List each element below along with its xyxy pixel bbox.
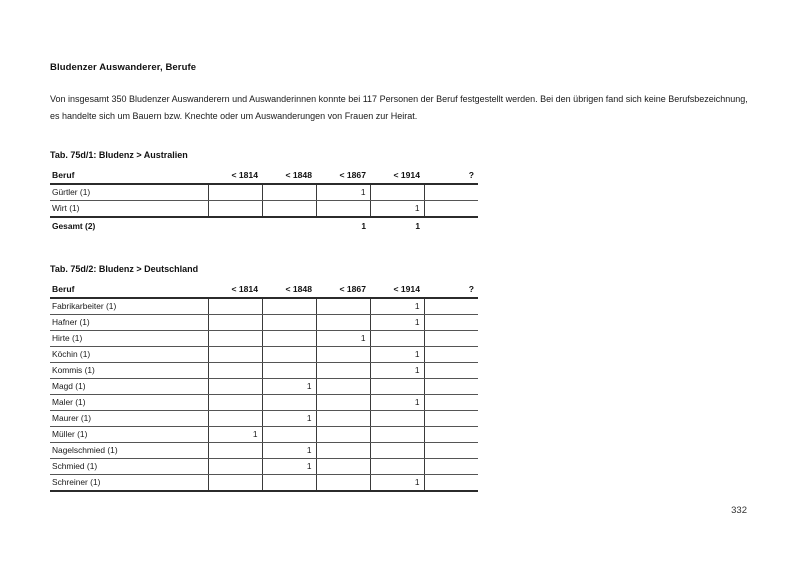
table-row: [50, 459, 478, 475]
cell-unknown: [424, 475, 478, 492]
cell-1814: [208, 475, 262, 492]
table-row: [50, 347, 478, 363]
cell-beruf: Köchin (1): [50, 347, 208, 363]
total-1848: [262, 217, 316, 234]
cell-1814: [208, 411, 262, 427]
cell-1867: [316, 411, 370, 427]
table-row: [50, 427, 478, 443]
cell-1914: 1: [370, 395, 424, 411]
table-row: [50, 379, 478, 395]
cell-1814: [208, 395, 262, 411]
cell-1914: [370, 379, 424, 395]
table-block-2: [50, 264, 750, 492]
cell-1848: [262, 184, 316, 201]
table-row: [50, 411, 478, 427]
cell-1867: [316, 379, 370, 395]
cell-unknown: [424, 459, 478, 475]
table-header-row: [50, 284, 478, 298]
cell-1814: [208, 201, 262, 218]
cell-1867: [316, 315, 370, 331]
cell-1848: [262, 201, 316, 218]
cell-beruf: Maler (1): [50, 395, 208, 411]
cell-1848: [262, 395, 316, 411]
cell-1814: [208, 184, 262, 201]
column-header-1867: < 1867: [316, 284, 370, 298]
cell-1914: [370, 411, 424, 427]
cell-1867: [316, 298, 370, 315]
cell-1814: [208, 331, 262, 347]
cell-1814: 1: [208, 427, 262, 443]
cell-1914: 1: [370, 201, 424, 218]
table-caption: Tab. 75d/1: Bludenz > Australien: [50, 150, 188, 161]
cell-1867: [316, 459, 370, 475]
cell-unknown: [424, 347, 478, 363]
cell-unknown: [424, 379, 478, 395]
cell-beruf: Hirte (1): [50, 331, 208, 347]
table-row: [50, 363, 478, 379]
cell-1814: [208, 379, 262, 395]
cell-1848: 1: [262, 459, 316, 475]
cell-1848: 1: [262, 443, 316, 459]
table-row: [50, 395, 478, 411]
cell-1867: 1: [316, 331, 370, 347]
data-table: [50, 170, 478, 234]
table-row: [50, 475, 478, 492]
total-1914: 1: [415, 221, 420, 232]
cell-unknown: [424, 443, 478, 459]
cell-1814: [208, 315, 262, 331]
cell-beruf: Fabrikarbeiter (1): [50, 298, 208, 315]
column-header-1848: < 1848: [262, 170, 316, 184]
cell-1914: [370, 184, 424, 201]
cell-unknown: [424, 395, 478, 411]
data-table: [50, 284, 478, 492]
cell-beruf: Hafner (1): [50, 315, 208, 331]
cell-1914: [370, 331, 424, 347]
cell-1867: 1: [316, 184, 370, 201]
cell-beruf: Wirt (1): [50, 201, 208, 218]
cell-beruf: Gürtler (1): [50, 184, 208, 201]
cell-1848: 1: [262, 379, 316, 395]
cell-1848: [262, 298, 316, 315]
cell-1848: [262, 363, 316, 379]
cell-beruf: Maurer (1): [50, 411, 208, 427]
cell-1867: [316, 427, 370, 443]
table-total-row: [50, 217, 478, 234]
cell-beruf: Nagelschmied (1): [50, 443, 208, 459]
column-header-unknown: ?: [424, 170, 478, 184]
column-header-1914: < 1914: [370, 170, 424, 184]
cell-beruf: Kommis (1): [50, 363, 208, 379]
cell-1814: [208, 443, 262, 459]
table-row: [50, 331, 478, 347]
cell-1848: [262, 331, 316, 347]
column-header-1848: < 1848: [262, 284, 316, 298]
cell-1867: [316, 395, 370, 411]
total-label: Gesamt (2): [52, 221, 96, 232]
table-block-1: [50, 150, 750, 234]
cell-beruf: Magd (1): [50, 379, 208, 395]
cell-unknown: [424, 427, 478, 443]
table-caption: Tab. 75d/2: Bludenz > Deutschland: [50, 264, 199, 275]
cell-1914: [370, 427, 424, 443]
table-row: [50, 315, 478, 331]
cell-1814: [208, 298, 262, 315]
table-row: [50, 443, 478, 459]
cell-1848: [262, 427, 316, 443]
cell-unknown: [424, 363, 478, 379]
cell-1914: [370, 459, 424, 475]
cell-1814: [208, 459, 262, 475]
cell-1914: 1: [370, 363, 424, 379]
page-content: [50, 62, 750, 522]
cell-beruf: Müller (1): [50, 427, 208, 443]
cell-1867: [316, 363, 370, 379]
cell-1914: 1: [370, 475, 424, 492]
cell-1914: 1: [370, 298, 424, 315]
cell-1848: [262, 347, 316, 363]
cell-1914: 1: [370, 315, 424, 331]
cell-unknown: [424, 184, 478, 201]
page-title: Bludenzer Auswanderer, Berufe: [50, 62, 197, 73]
cell-unknown: [424, 331, 478, 347]
cell-beruf: Schreiner (1): [50, 475, 208, 492]
column-header-unknown: ?: [424, 284, 478, 298]
table-header-row: [50, 170, 478, 184]
cell-beruf: Schmied (1): [50, 459, 208, 475]
cell-1867: [316, 201, 370, 218]
table-row: [50, 184, 478, 201]
column-header-beruf: Beruf: [50, 284, 208, 298]
cell-1848: 1: [262, 411, 316, 427]
cell-1914: 1: [370, 347, 424, 363]
cell-unknown: [424, 411, 478, 427]
page-number: 332: [731, 505, 747, 516]
column-header-1814: < 1814: [208, 170, 262, 184]
cell-1814: [208, 363, 262, 379]
cell-1914: [370, 443, 424, 459]
total-1867: 1: [361, 221, 366, 232]
total-1814: [208, 217, 262, 234]
cell-unknown: [424, 315, 478, 331]
intro-paragraph: Von insgesamt 350 Bludenzer Auswanderern und Auswanderinnen konnte bei 117 Personen der Beruf festgestellt werden. Bei den übrigen fand sich keine Berufsbezeichnung, es handelte sich um Bauern bzw. Knechte oder um Auswanderungen von Frauen zur Heirat.: [50, 94, 748, 121]
table-body-2: [50, 298, 478, 491]
cell-1867: [316, 347, 370, 363]
column-header-1867: < 1867: [316, 170, 370, 184]
total-unknown: [424, 217, 478, 234]
table-row: [50, 298, 478, 315]
column-header-1914: < 1914: [370, 284, 424, 298]
cell-1867: [316, 443, 370, 459]
cell-1814: [208, 347, 262, 363]
cell-1848: [262, 315, 316, 331]
table-row: [50, 201, 478, 218]
column-header-beruf: Beruf: [50, 170, 208, 184]
cell-unknown: [424, 298, 478, 315]
cell-1848: [262, 475, 316, 492]
column-header-1814: < 1814: [208, 284, 262, 298]
cell-unknown: [424, 201, 478, 218]
cell-1867: [316, 475, 370, 492]
